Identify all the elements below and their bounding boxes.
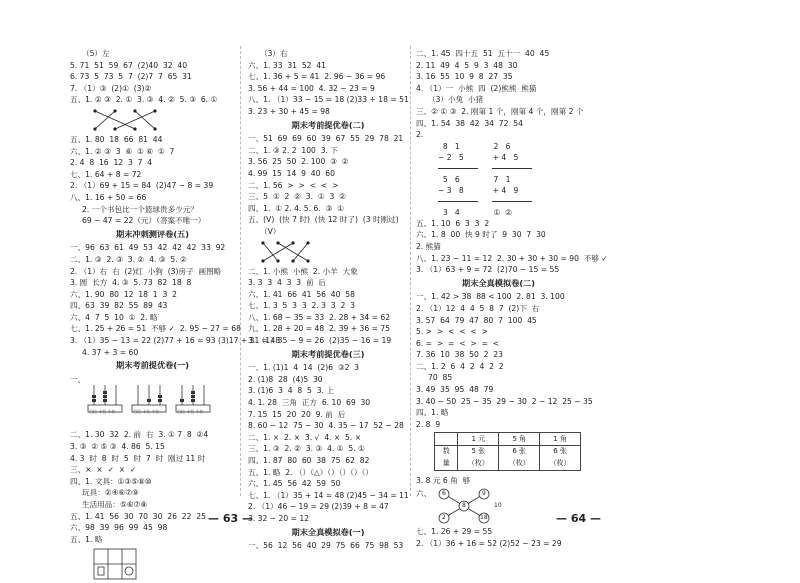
answer-line: 2. （1）69 + 15 = 84 (2)47 − 8 = 39 bbox=[70, 181, 214, 191]
answer-line: 玩具：②④⑥⑦⑨ bbox=[82, 488, 139, 498]
answer-line: 三、1. ③ 2. ② 3. ③ 4. ① 5. ① bbox=[248, 444, 365, 454]
table-cell: 数量 bbox=[435, 446, 458, 470]
answer-line: 3. 8 元 6 角 够 bbox=[416, 475, 471, 485]
answer-line: 3. 圆 长方 4. ③ 5. 73 82 18 8 bbox=[70, 278, 192, 288]
answer-line: 五、1. 80 18 66 81 44 bbox=[70, 134, 163, 144]
answer-line: 五、1. 41 56 30 70 30 26 22 25 bbox=[70, 511, 206, 521]
web-node: 9 bbox=[482, 490, 486, 498]
answer-line: 七、1. 36 + 5 = 41 2. 96 − 36 = 96 bbox=[248, 72, 386, 82]
answer-line: 2. 8 9 bbox=[416, 419, 441, 429]
answer-line: 八、1. （1）33 − 15 = 18 (2)33 + 18 = 51 bbox=[248, 95, 409, 105]
answer-line: 3. 56 + 44 = 100 4. 32 − 23 = 9 bbox=[248, 83, 375, 93]
answer-column-3 bbox=[416, 48, 608, 549]
answer-line: 二、1. 30 32 2. 前 右 3. ① 7 8 ②4 bbox=[70, 430, 209, 440]
answer-line: 四、1. ① 2. 4. 5. 6. ③ ① bbox=[248, 203, 344, 213]
answer-line: 四、63 39 82 55 89 43 bbox=[70, 301, 168, 311]
answer-line: 3. 16 55 10 9 8 27 35 bbox=[416, 72, 513, 82]
arith-cell: 2 6 bbox=[488, 141, 511, 151]
grid-figure bbox=[70, 547, 235, 581]
answer-line: 2. （1）12 4 4 5 8 7 (2)下 右 bbox=[416, 303, 540, 313]
answer-line: 六、1. 8 00 快 9 时了 9 30 7 30 bbox=[416, 230, 546, 240]
answer-line: 六、1. 45 56 42 59 50 bbox=[248, 479, 341, 489]
answer-line: 四、1. 54 38 42 34 72 54 bbox=[416, 118, 523, 128]
answer-line: 3. 32 − 20 = 12 bbox=[248, 513, 310, 523]
table-cell: 5 角 bbox=[499, 433, 540, 446]
answer-line: 八、1. 68 − 35 = 33 2. 28 + 34 = 62 bbox=[248, 312, 391, 322]
answer-line: 2. 11 49 4 5 9 3 48 30 bbox=[416, 60, 518, 70]
arith-cell: 5 6 bbox=[438, 174, 460, 184]
answer-line: 七、1. 26 + 29 = 55 bbox=[416, 527, 493, 537]
answer-line: 4. 99 15 14 9 40 60 bbox=[248, 168, 335, 178]
matching-lines-figure bbox=[70, 108, 235, 132]
answer-line: 6. = > = < > = < bbox=[416, 338, 500, 348]
arith-cell: − 2 5 bbox=[438, 152, 464, 162]
answer-line: 69 − 47 = 22（元）（答案不唯一） bbox=[82, 216, 206, 226]
web-node: 8 bbox=[462, 502, 466, 510]
table-cell: 6 张（枚） bbox=[499, 446, 540, 470]
answer-line: 2. bbox=[416, 130, 424, 140]
answer-line: 四、1. 87 80 60 38 75 62 82 bbox=[248, 456, 370, 465]
answer-line: 二、1. 45 四十五 51 五十一 40 45 bbox=[416, 49, 550, 58]
answer-line: （V） bbox=[260, 226, 281, 236]
arith-cell: 7 1 bbox=[488, 174, 511, 184]
section-heading: 期末考前提优卷(一) bbox=[116, 360, 189, 371]
answer-line: 3. （1）63 + 9 = 72 (2)70 − 15 = 55 bbox=[416, 265, 560, 275]
section-heading: 期末全真模拟卷(二) bbox=[462, 277, 535, 288]
answer-line: 3. 23 + 30 + 45 = 98 bbox=[248, 106, 330, 116]
answer-line: 五、1. 略 2. （）（△）（）（）（）（） bbox=[248, 467, 373, 477]
answer-line: 二、1. 2 6 4 2 4 2 2 bbox=[416, 361, 504, 371]
answer-line: 3. 57 64 79 47 80 7 100 45 bbox=[416, 315, 537, 325]
page-number-right: — 64 — bbox=[556, 512, 601, 525]
abacus-label: 百位 十位 个位 bbox=[177, 409, 204, 415]
matching-lines-figure bbox=[248, 240, 408, 264]
answer-line: 3. （1）35 − 13 = 22 (2)77 + 16 = 93 (3)17 + 31 = 48 bbox=[70, 336, 281, 346]
vertical-arithmetic bbox=[438, 141, 558, 218]
answer-line: 六、 bbox=[416, 489, 432, 499]
answer-line: 2. （1）36 + 16 = 52 (2)52 − 23 = 29 bbox=[416, 538, 562, 548]
arith-cell: + 4 5 bbox=[492, 152, 519, 162]
answer-line: 六、1. 90 80 12 18 1 3 2 bbox=[70, 289, 177, 299]
answer-line: 四、1. 文具：①③⑤⑧⑩ bbox=[70, 476, 152, 486]
web-node: 10 bbox=[494, 502, 502, 510]
arith-cell: + 4 9 bbox=[492, 185, 519, 195]
section-heading: 期末冲刺测评卷(五) bbox=[116, 228, 189, 239]
answer-line: 二、1. ③ 2. ③ 3. ② 4. ③ 5. ② bbox=[70, 254, 187, 264]
web-node: 2 bbox=[442, 514, 446, 522]
answer-line: 5. 71 51 59 67 (2)40 32 40 bbox=[70, 60, 188, 70]
answer-line: 七、1. 64 + 8 = 72 bbox=[70, 169, 142, 179]
column-divider bbox=[240, 46, 241, 496]
answer-line: 五、(V) (快 7 时) (快 12 时了) (3 时刚过) bbox=[248, 215, 399, 225]
answer-line: 六、98 39 96 99 45 98 bbox=[70, 523, 168, 533]
answer-line: 七、1. （1）35 + 14 = 48 (2)45 − 34 = 11 bbox=[248, 490, 409, 500]
money-table bbox=[434, 432, 581, 470]
answer-line: 2. （1）右 右 (2)红 小狗 (3)房子 画图略 bbox=[70, 266, 222, 276]
answer-line: （3）小兔 小猪 bbox=[428, 95, 484, 105]
arith-cell: − 3 8 bbox=[438, 185, 464, 195]
answer-column-2 bbox=[248, 48, 408, 552]
answer-line: 2. 一个书包比一个篮球贵多少元？ bbox=[82, 204, 198, 214]
answer-line: 七、1. 3 5 3 3 2. 3 3 2 3 bbox=[248, 301, 355, 311]
arith-cell: 3 4 bbox=[438, 207, 460, 217]
table-cell: 5 张（枚） bbox=[458, 446, 499, 470]
answer-line: 3. ③ ② ⑤ ③ 4. 86 5. 15 bbox=[70, 442, 165, 452]
answer-line: 三、5 ① 2 ② 3. ① 3 ② bbox=[248, 192, 346, 202]
answer-line: 八、1. 16 + 50 = 66 bbox=[70, 192, 147, 202]
answer-line: 3. 49 35 95 48 79 bbox=[416, 385, 494, 395]
abacus-label: 百位 十位 个位 bbox=[89, 409, 116, 415]
answer-line: 3. 3 3 4 3 3 前 后 bbox=[248, 278, 326, 288]
answer-line: 2. 4 8 16 12 3 7 4 bbox=[70, 158, 153, 168]
answer-line: 3. （1）35 − 9 = 26 (2)35 − 16 = 19 bbox=[248, 336, 392, 346]
answer-line: 6. 73 5 73 5 7 (2)7 7 65 31 bbox=[70, 72, 192, 82]
answer-line: 三、× × ✓ × ✓ bbox=[70, 465, 137, 475]
answer-line: 八、1. 23 − 11 = 12 2. 30 + 30 + 30 = 90 不够 ✓ bbox=[416, 253, 608, 263]
answer-line: 二、1. 小熊 小熊 2. 小羊 大象 bbox=[248, 266, 358, 276]
answer-line: 3. (1)6 3 4 8 5 3. 上 bbox=[248, 386, 334, 396]
answer-line: 六、1. ② ③ 3 ⑥ ① ⑥ ① 7 bbox=[70, 146, 175, 156]
abacus-figure bbox=[70, 387, 235, 427]
answer-line: 五、1. 略 bbox=[70, 534, 103, 544]
answer-line: 一、51 69 69 60 39 67 55 29 78 21 bbox=[248, 134, 404, 144]
answer-line: 六、1. 33 31 52 41 bbox=[248, 60, 326, 70]
answer-line: 二、1. × 2. × 3. √ 4. × 5. × bbox=[248, 432, 362, 442]
answer-line: 7. 15 15 20 20 9. 前 后 bbox=[248, 409, 346, 419]
answer-line: 4. 3 时 8 时 5 时 7 时 刚过 11 时 bbox=[70, 453, 206, 463]
answer-line: 四、1. 略 bbox=[416, 408, 449, 418]
table-cell: 1 元 bbox=[458, 433, 499, 446]
arith-cell: 8 1 bbox=[438, 141, 460, 151]
section-heading: 期末全真模拟卷(一) bbox=[291, 526, 365, 537]
page-number-left: — 63 — bbox=[208, 512, 253, 525]
web-node: 18 bbox=[480, 514, 488, 522]
answer-line: 3. 56 25 50 2. 100 ③ ② bbox=[248, 157, 349, 167]
answer-line: 3. 40 − 50 25 − 35 29 − 30 2 − 12 25 − 35 bbox=[416, 396, 593, 406]
section-heading: 期末考前提优卷(二) bbox=[291, 119, 365, 130]
answer-line: 七、1. 25 + 26 = 51 不够 ✓ 2. 95 − 27 = 68 bbox=[70, 324, 241, 334]
answer-line: 2. 熊猫 bbox=[416, 241, 441, 251]
abacus-label: 百位 十位 个位 bbox=[133, 409, 160, 415]
answer-line: 六、4 7 5 10 ① 2. 略 bbox=[70, 312, 158, 322]
answer-line: 2. (1)8 28 (4)5 30 bbox=[248, 374, 323, 384]
web-node: 6 bbox=[442, 490, 446, 498]
answer-line: 7. （1）③ (2)① (3)② bbox=[70, 83, 152, 93]
column-divider bbox=[410, 46, 411, 496]
answer-line: 一、56 12 56 40 29 75 66 75 98 53 bbox=[248, 541, 404, 551]
answer-line: 7. 36 10 38 50 2 23 bbox=[416, 350, 503, 360]
answer-line: 一、1. 42 > 38 88 < 100 2. 81 3. 100 bbox=[416, 292, 565, 302]
answer-line: 五、1. 10 6 3 3 2 bbox=[416, 218, 490, 228]
table-cell: 6 张（枚） bbox=[540, 446, 581, 470]
answer-line: 4. 37 + 3 = 60 bbox=[82, 347, 139, 357]
answer-line: 二、1. 56 > > < < > bbox=[248, 180, 339, 190]
answer-line: 生活用品：⑤⑥⑦⑧ bbox=[82, 500, 148, 509]
answer-line: 五、1. ② ③ 2. ① 3. ③ 4. ② 5. ③ 6. ① bbox=[70, 95, 218, 105]
answer-line: 一、 bbox=[70, 374, 86, 384]
table-cell bbox=[435, 433, 458, 446]
answer-line: 8. 60 − 12 75 − 30 4. 35 − 17 52 − 28 bbox=[248, 421, 404, 431]
answer-line: 5. > > < < < > bbox=[416, 327, 488, 337]
answer-line: （5）左 bbox=[82, 49, 110, 58]
answer-line: 一、96 63 61 49 53 42 42 42 33 92 bbox=[70, 243, 226, 253]
section-heading: 期末考前提优卷(三) bbox=[291, 348, 365, 359]
arith-cell: ① ② bbox=[488, 207, 512, 217]
answer-line: 六、1. 41 66 41 56 40 58 bbox=[248, 289, 355, 299]
table-row bbox=[435, 446, 581, 470]
answer-line: 二、1. ③ 2. 2 100 3. 下 bbox=[248, 145, 338, 155]
answer-line: 九、1. 28 + 20 = 48 2. 39 + 36 = 75 bbox=[248, 324, 391, 334]
answer-line: 4. 1. 28 三角 正方 6. 10 69 30 bbox=[248, 398, 371, 408]
table-row bbox=[435, 433, 581, 446]
answer-line: 2. （1）46 − 19 = 29 (2)39 + 8 = 47 bbox=[248, 502, 389, 512]
answer-line: 一、1. (1)1 4 14 (2)6 ③2 3 bbox=[248, 363, 360, 373]
answer-line: （3）右 bbox=[260, 49, 288, 58]
table-cell: 1 角 bbox=[540, 433, 581, 446]
answer-line: 4. （1）一 小熊 四 (2)熊熊 熊猫 bbox=[416, 83, 537, 93]
answer-line: 70 85 bbox=[428, 373, 453, 383]
answer-line: 三、② ① ③ 2. 刚第 1 个，刚第 4 个，刚第 2 个 bbox=[416, 106, 584, 116]
